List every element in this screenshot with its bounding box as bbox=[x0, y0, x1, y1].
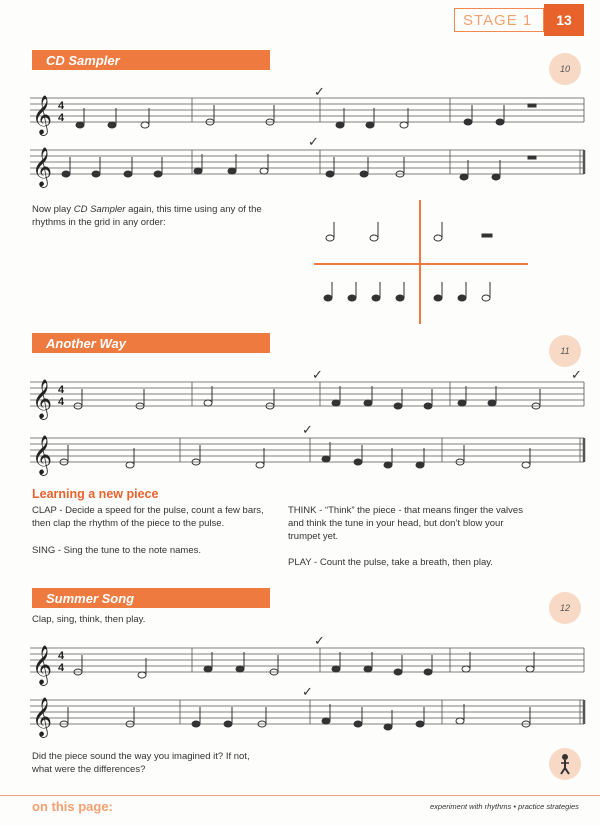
time-sig-top: 4 bbox=[58, 650, 65, 662]
reflection-question: Did the piece sound the way you imagined it? If not, what were the differences? bbox=[32, 751, 250, 775]
svg-text:𝄞: 𝄞 bbox=[32, 435, 53, 475]
track-number: 11 bbox=[560, 346, 570, 356]
svg-text:✓: ✓ bbox=[312, 367, 323, 382]
svg-text:✓: ✓ bbox=[302, 684, 313, 699]
footer-divider bbox=[0, 795, 600, 796]
sampler-instructions: Now play CD Sampler again, this time using any of the rhythms in the grid in any order: bbox=[32, 204, 262, 228]
play-instruction: PLAY - Count the pulse, take a breath, then play. bbox=[288, 557, 493, 568]
time-sig-bottom: 4 bbox=[58, 112, 65, 124]
performer-icon bbox=[549, 748, 581, 780]
cd-track-icon bbox=[549, 335, 581, 367]
page-number: 13 bbox=[544, 4, 584, 36]
rhythm-grid bbox=[314, 200, 530, 326]
section-banner-cd-sampler: CD Sampler bbox=[32, 50, 270, 70]
footer-label: on this page: bbox=[32, 799, 113, 814]
staff-cd-sampler-1 bbox=[30, 84, 590, 135]
clap-instruction: CLAP - Decide a speed for the pulse, count a few bars, then clap the rhythm of the piece to the pulse. bbox=[32, 505, 264, 529]
summer-song-instruction: Clap, sing, think, then play. bbox=[32, 614, 146, 625]
cd-track-icon bbox=[549, 592, 581, 624]
time-sig-top: 4 bbox=[58, 100, 65, 112]
staff-summer-song-2 bbox=[30, 684, 590, 737]
svg-text:𝄞: 𝄞 bbox=[32, 645, 53, 685]
svg-text:𝄞: 𝄞 bbox=[32, 147, 53, 187]
footer-topics: experiment with rhythms • practice strategies bbox=[430, 802, 579, 811]
staff-another-way-2 bbox=[30, 422, 590, 475]
svg-text:✓: ✓ bbox=[571, 367, 582, 382]
sing-instruction: SING - Sing the tune to the note names. bbox=[32, 545, 201, 556]
section-banner-summer-song: Summer Song bbox=[32, 588, 270, 608]
svg-text:✓: ✓ bbox=[308, 134, 319, 149]
svg-text:✓: ✓ bbox=[302, 422, 313, 437]
svg-text:𝄞: 𝄞 bbox=[32, 379, 53, 419]
time-sig-bottom: 4 bbox=[58, 396, 65, 408]
time-sig-top: 4 bbox=[58, 384, 65, 396]
section-banner-another-way: Another Way bbox=[32, 333, 270, 353]
learning-heading: Learning a new piece bbox=[32, 487, 159, 501]
svg-text:✓: ✓ bbox=[314, 633, 325, 648]
track-number: 10 bbox=[559, 64, 570, 74]
cd-track-icon bbox=[549, 53, 581, 85]
time-sig-bottom: 4 bbox=[58, 662, 65, 674]
svg-text:𝄞: 𝄞 bbox=[32, 697, 53, 737]
stage-label: STAGE 1 bbox=[454, 8, 544, 32]
staff-another-way-1 bbox=[30, 367, 590, 419]
staff-cd-sampler-2 bbox=[30, 134, 590, 187]
think-instruction: THINK - “Think” the piece - that means finger the valves and think the tune in your head, but don’t blow your trumpet yet. bbox=[288, 505, 523, 542]
svg-text:✓: ✓ bbox=[314, 84, 325, 99]
track-number: 12 bbox=[559, 603, 570, 613]
svg-text:𝄞: 𝄞 bbox=[32, 95, 53, 135]
staff-summer-song-1 bbox=[30, 633, 590, 685]
